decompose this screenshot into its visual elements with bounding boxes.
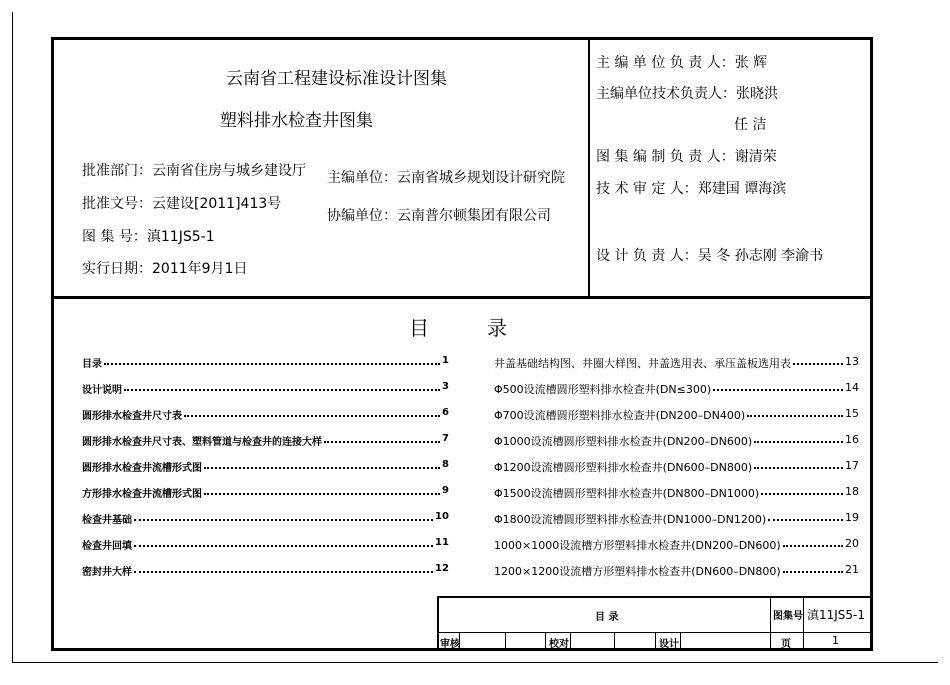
toc-item-page: 10 [435,511,449,522]
toc-item-page: 16 [845,433,859,446]
toc-heading-1: 目 [409,316,429,340]
page-value: 1 [832,634,839,647]
review-label: 审核 [440,639,460,650]
chief-unit: 主编单位：云南省城乡规划设计研究院 [327,170,565,186]
design-head: 设 计 负 责 人：吴 冬 孙志刚 李渝书 [596,248,824,264]
page-label: 页 [781,639,791,650]
toc-item-page: 18 [845,485,859,498]
toc-item-title: 1000×1000设流槽方形塑料排水检查井(DN200–DN600) [494,539,781,552]
toc-item-title: 密封井大样 [82,567,132,578]
toc-item-page: 6 [442,407,449,418]
toc-item-title: 检查井回填 [82,541,132,552]
title-block-v8 [655,632,656,650]
sheet-line-bottom [12,662,938,663]
co-unit: 协编单位：云南普尔顿集团有限公司 [327,208,551,224]
toc-item-page: 13 [845,355,859,368]
toc-item-title: 检查井基础 [82,515,132,526]
toc-item-page: 14 [845,381,859,394]
toc-row [82,459,455,473]
toc-row [82,433,455,447]
toc-leader-dots [104,363,440,365]
design-label: 设计 [659,639,679,650]
toc-item-page: 3 [442,381,449,392]
technical-reviewer: 技 术 审 定 人：郑建国 谭海滨 [596,181,787,197]
toc-item-title: 圆形排水检查井尺寸表、塑料管道与检查井的连接大样 [82,437,322,448]
title-block-v1 [770,596,771,650]
toc-item-title: 设计说明 [82,385,122,396]
atlas-subtitle: 塑料排水检查井图集 [220,111,373,131]
toc-row [82,407,455,421]
toc-item-title: 目录 [82,359,102,370]
toc-leader-dots [783,545,843,547]
title-block-v9 [680,632,681,650]
toc-item-title: 1200×1200设流槽方形塑料排水检查井(DN600–DN800) [494,565,781,578]
toc-item-page: 20 [845,537,859,550]
toc-leader-dots [324,441,440,443]
title-block-v7 [614,632,615,650]
header-divider [51,296,873,299]
toc-item-title: Φ1200设流槽圆形塑料排水检查井(DN600–DN800) [494,461,753,474]
toc-item-title: 方形排水检查井流槽形式图 [82,489,202,500]
sheet-line-left [12,12,13,662]
toc-item-page: 21 [845,563,859,576]
title-block-v2 [803,596,804,650]
toc-row [82,485,455,499]
toc-leader-dots [134,519,433,521]
title-block-top [437,596,872,598]
toc-leader-dots [204,467,440,469]
toc-row [82,381,455,395]
approval-department: 批准部门：云南省住房与城乡建设厅 [82,163,306,179]
frame-left [51,37,54,651]
toc-leader-dots [768,519,843,521]
frame-bottom [51,648,873,651]
approval-number: 批准文号：云建设[2011]413号 [82,196,282,212]
frame-right [870,37,873,651]
toc-item-page: 1 [442,355,449,366]
toc-item-title: 井盖基础结构图、井圈大样图、井盖选用表、承压盖板选用表 [494,357,791,370]
chief-unit-head: 主 编 单 位 负 责 人：张 辉 [596,55,768,71]
chief-tech-head-second: 任 洁 [734,117,767,133]
toc-item-title: Φ500设流槽圆形塑料排水检查井(DN≤300) [494,383,712,396]
toc-item-title: 圆形排水检查井流槽形式图 [82,463,202,474]
toc-item-page: 11 [435,537,449,548]
toc-item-page: 9 [442,485,449,496]
title-block-name: 目 录 [595,612,619,623]
toc-heading-2: 录 [487,316,507,340]
toc-item-page: 12 [435,563,449,574]
atlas-number-label: 图集号 [773,611,803,622]
atlas-number-value: 滇11JS5-1 [807,608,866,622]
toc-leader-dots [134,545,433,547]
frame-top [51,37,873,40]
atlas-number: 图 集 号：滇11JS5-1 [82,229,215,245]
atlas-title: 云南省工程建设标准设计图集 [226,69,447,89]
toc-item-title: Φ1500设流槽圆形塑料排水检查井(DN800–DN1000) [494,487,760,500]
toc-row [494,433,865,447]
toc-row [82,511,455,525]
toc-item-page: 8 [442,459,449,470]
signature-divider [588,37,590,298]
toc-row [82,563,455,577]
toc-leader-dots [793,363,843,365]
toc-leader-dots [124,389,440,391]
toc-leader-dots [747,415,843,417]
title-block-v4 [505,632,506,650]
title-block-v6 [570,632,571,650]
toc-item-title: Φ1000设流槽圆形塑料排水检查井(DN200–DN600) [494,435,753,448]
toc-row [494,511,865,525]
toc-row [494,537,865,551]
toc-item-page: 19 [845,511,859,524]
toc-leader-dots [204,493,440,495]
toc-row [494,459,865,473]
toc-leader-dots [783,571,843,573]
toc-row [494,407,865,421]
toc-item-title: Φ700设流槽圆形塑料排水检查井(DN200–DN400) [494,409,746,422]
effective-date: 实行日期：2011年9月1日 [82,261,248,277]
toc-row [82,355,455,369]
toc-row [494,381,865,395]
toc-leader-dots [713,389,843,391]
toc-row [82,537,455,551]
toc-leader-dots [754,441,843,443]
title-block-v5 [545,632,546,650]
toc-item-page: 7 [442,433,449,444]
toc-row [494,355,865,369]
toc-item-title: 圆形排水检查井尺寸表 [82,411,182,422]
toc-item-title: Φ1800设流槽圆形塑料排水检查井(DN1000–DN1200) [494,513,767,526]
toc-leader-dots [134,571,433,573]
chief-tech-head: 主编单位技术负责人：张晓洪 [596,86,778,102]
toc-leader-dots [761,493,843,495]
title-block-left [437,596,439,650]
toc-row [494,563,865,577]
toc-leader-dots [754,467,843,469]
toc-item-page: 17 [845,459,859,472]
compiler-head: 图 集 编 制 负 责 人：谢清荣 [596,149,777,165]
check-label: 校对 [549,639,569,650]
toc-leader-dots [184,415,440,417]
toc-row [494,485,865,499]
toc-item-page: 15 [845,407,859,420]
